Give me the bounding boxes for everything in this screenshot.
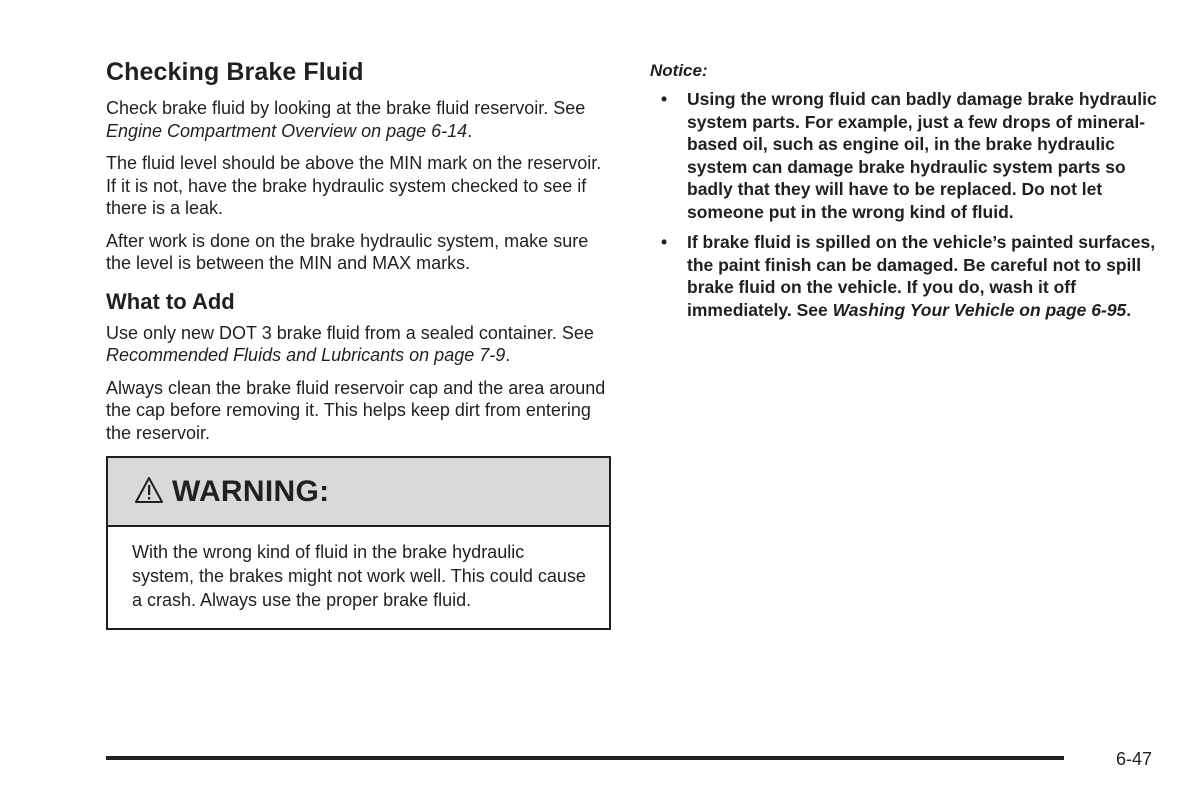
notice-item-end: . [1126,299,1132,320]
notice-item-spill [650,231,1160,321]
warning-title: WARNING: [172,474,330,508]
paragraph-clean-cap: Always clean the brake fluid reservoir cap and the area around the cap before removing it. This helps keep dirt from entering the reservoir. [106,377,606,443]
footer-rule [106,756,1064,760]
paragraph-text: Check brake fluid by looking at the brake fluid reservoir. See [106,98,586,118]
paragraph-check-fluid [106,97,612,142]
warning-triangle-icon [134,476,164,504]
paragraph-dot3 [106,322,612,367]
right-column [650,58,1160,329]
paragraph-end: . [505,345,511,365]
paragraph-after-work: After work is done on the brake hydraulic system, make sure the level is between the MIN and MAX marks. [106,230,589,273]
warning-header [108,458,609,527]
page-number: 6-47 [1116,749,1153,769]
warning-box [106,456,611,630]
cross-reference-washing-vehicle[interactable]: Washing Your Vehicle on page 6-95 [832,299,1127,320]
left-column [106,56,612,454]
notice-item-text: Using the wrong fluid can badly damage brake hydraulic system parts. For example, just a few drops of mineral-based oil, such as engine oil, in the brake hydraulic system can damage brake hydraulic system parts so badly that they will have to be replaced. Do not let someone put in the wrong kind of fluid. [687,89,1157,222]
cross-reference-engine-compartment[interactable]: Engine Compartment Overview on page 6-14 [106,120,468,141]
subheading-what-to-add: What to Add [106,288,235,314]
notice-label: Notice: [650,61,708,80]
notice-item-text: If brake fluid is spilled on the vehicle’s painted surfaces, the paint finish can be damaged. Be careful not to spill brake fluid on the vehicle. If you do, wash it off immediately. See [687,232,1156,320]
bullet-marker: • [661,89,668,109]
notice-list [650,88,1160,321]
warning-text: With the wrong kind of fluid in the brake hydraulic system, the brakes might not work well. This could cause a crash. Always use the proper brake fluid. [132,542,586,610]
section-heading: Checking Brake Fluid [106,58,364,86]
bullet-marker: • [661,232,668,252]
paragraph-fluid-level: The fluid level should be above the MIN mark on the reservoir. If it is not, have the brake hydraulic system checked to see if there is a leak. [106,153,602,218]
notice-item-wrong-fluid [650,88,1160,223]
paragraph-text: Use only new DOT 3 brake fluid from a sealed container. See [106,322,594,343]
cross-reference-recommended-fluids[interactable]: Recommended Fluids and Lubricants on page 7-9 [106,345,506,365]
paragraph-end: . [467,120,473,141]
